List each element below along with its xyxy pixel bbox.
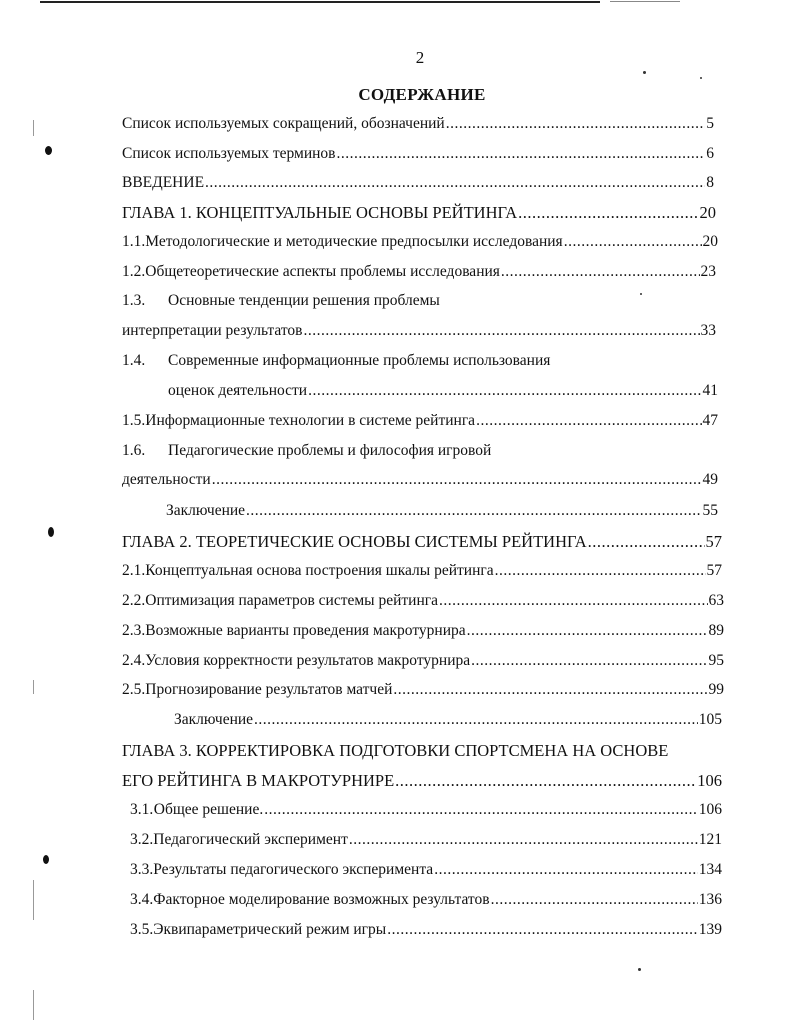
toc-entry-1-2: 1.2. Общетеоретические аспекты проблемы исследования ..... 23 xyxy=(122,263,716,285)
punch-hole-mark xyxy=(45,146,52,155)
punch-hole-mark xyxy=(43,855,49,864)
page-number: 2 xyxy=(415,48,425,67)
leader-dots xyxy=(395,771,696,791)
leader-dots xyxy=(205,174,705,192)
page-title: СОДЕРЖАНИЕ xyxy=(358,85,486,104)
scan-edge-mark xyxy=(33,880,34,920)
leader-dots xyxy=(491,891,698,909)
toc-entry-2-1: 2.1. Концептуальная основа построения шкалы рейтинга ..... 57 xyxy=(122,562,722,584)
leader-dots xyxy=(304,322,700,340)
leader-dots xyxy=(349,831,698,849)
toc-entry-1-3: 1.3. Основные тенденции решения проблемы xyxy=(122,292,440,309)
toc-entry-1-3-continued: интерпретации результатов ..... 33 xyxy=(122,322,716,344)
toc-entry-1-6-continued: деятельности ..... 49 xyxy=(122,471,718,493)
toc-entry-introduction: ВВЕДЕНИЕ ..... 8 xyxy=(122,174,714,196)
leader-dots xyxy=(308,382,701,400)
toc-entry-2-4: 2.4. Условия корректности результатов макротурнира ..... 95 xyxy=(122,652,724,674)
toc-entry-3-4: 3.4. Факторное моделирование возможных результатов ..... 136 xyxy=(130,891,722,913)
leader-dots xyxy=(254,711,698,729)
toc-entry-1-6: 1.6. Педагогические проблемы и философия игровой xyxy=(122,442,492,459)
toc-entry-2-3: 2.3. Возможные варианты проведения макротурнира ..... 89 xyxy=(122,622,724,644)
leader-dots xyxy=(446,115,706,133)
leader-dots xyxy=(393,681,707,699)
leader-dots xyxy=(588,532,705,552)
leader-dots xyxy=(495,562,706,580)
scan-edge-mark xyxy=(33,680,34,694)
scan-edge-mark xyxy=(33,120,34,136)
toc-entry-1-4-continued: оценок деятельности ..... 41 xyxy=(168,382,718,404)
leader-dots xyxy=(212,471,702,489)
punch-hole-mark xyxy=(48,527,54,537)
toc-entry-chapter-2-conclusion: Заключение ..... 105 xyxy=(174,711,722,733)
scan-edge-mark xyxy=(33,990,34,1020)
leader-dots xyxy=(467,622,708,640)
toc-entry-chapter-1-conclusion: Заключение ..... 55 xyxy=(166,502,718,524)
toc-entry-chapter-2: ГЛАВА 2. ТЕОРЕТИЧЕСКИЕ ОСНОВЫ СИСТЕМЫ РЕЙТИНГА ..... 57 xyxy=(122,532,722,554)
toc-entry-3-3: 3.3. Результаты педагогического эксперимента ..... 134 xyxy=(130,861,722,883)
toc-entry-2-5: 2.5. Прогнозирование результатов матчей ..... 99 xyxy=(122,681,724,703)
toc-entry-1-1: 1.1. Методологические и методические предпосылки исследования ..... 20 xyxy=(122,233,718,255)
leader-dots xyxy=(476,412,701,430)
leader-dots xyxy=(501,263,700,281)
toc-entry-2-2: 2.2. Оптимизация параметров системы рейтинга ..... 63 xyxy=(122,592,724,614)
toc-entry-1-4: 1.4. Современные информационные проблемы использования xyxy=(122,352,551,369)
scan-speck xyxy=(643,71,646,74)
leader-dots xyxy=(471,652,707,670)
leader-dots xyxy=(564,233,702,251)
leader-dots xyxy=(387,921,698,939)
leader-dots xyxy=(439,592,708,610)
leader-dots xyxy=(264,801,698,819)
toc-entry-chapter-3-continued: ЕГО РЕЙТИНГА В МАКРОТУРНИРЕ ..... 106 xyxy=(122,771,722,793)
scan-speck xyxy=(640,293,642,295)
scan-speck xyxy=(638,968,641,971)
toc-entry-chapter-3: ГЛАВА 3. КОРРЕКТИРОВКА ПОДГОТОВКИ СПОРТСМЕНА НА ОСНОВЕ xyxy=(122,741,669,760)
scan-speck xyxy=(700,77,702,79)
leader-dots xyxy=(337,145,706,163)
toc-entry-chapter-1: ГЛАВА 1. КОНЦЕПТУАЛЬНЫЕ ОСНОВЫ РЕЙТИНГА ..... 20 xyxy=(122,203,716,225)
toc-entry-3-2: 3.2. Педагогический эксперимент ..... 121 xyxy=(130,831,722,853)
toc-entry-3-5: 3.5. Эквипараметрический режим игры ..... 139 xyxy=(130,921,722,943)
leader-dots xyxy=(434,861,698,879)
toc-entry-abbreviations: Список используемых сокращений, обозначений ..... 5 xyxy=(122,115,714,137)
toc-entry-1-5: 1.5. Информационные технологии в системе рейтинга ..... 47 xyxy=(122,412,718,434)
toc-entry-terms: Список используемых терминов ..... 6 xyxy=(122,145,714,167)
leader-dots xyxy=(518,203,698,223)
leader-dots xyxy=(246,502,701,520)
toc-entry-3-1: 3.1. Общее решение. ..... 106 xyxy=(130,801,722,823)
